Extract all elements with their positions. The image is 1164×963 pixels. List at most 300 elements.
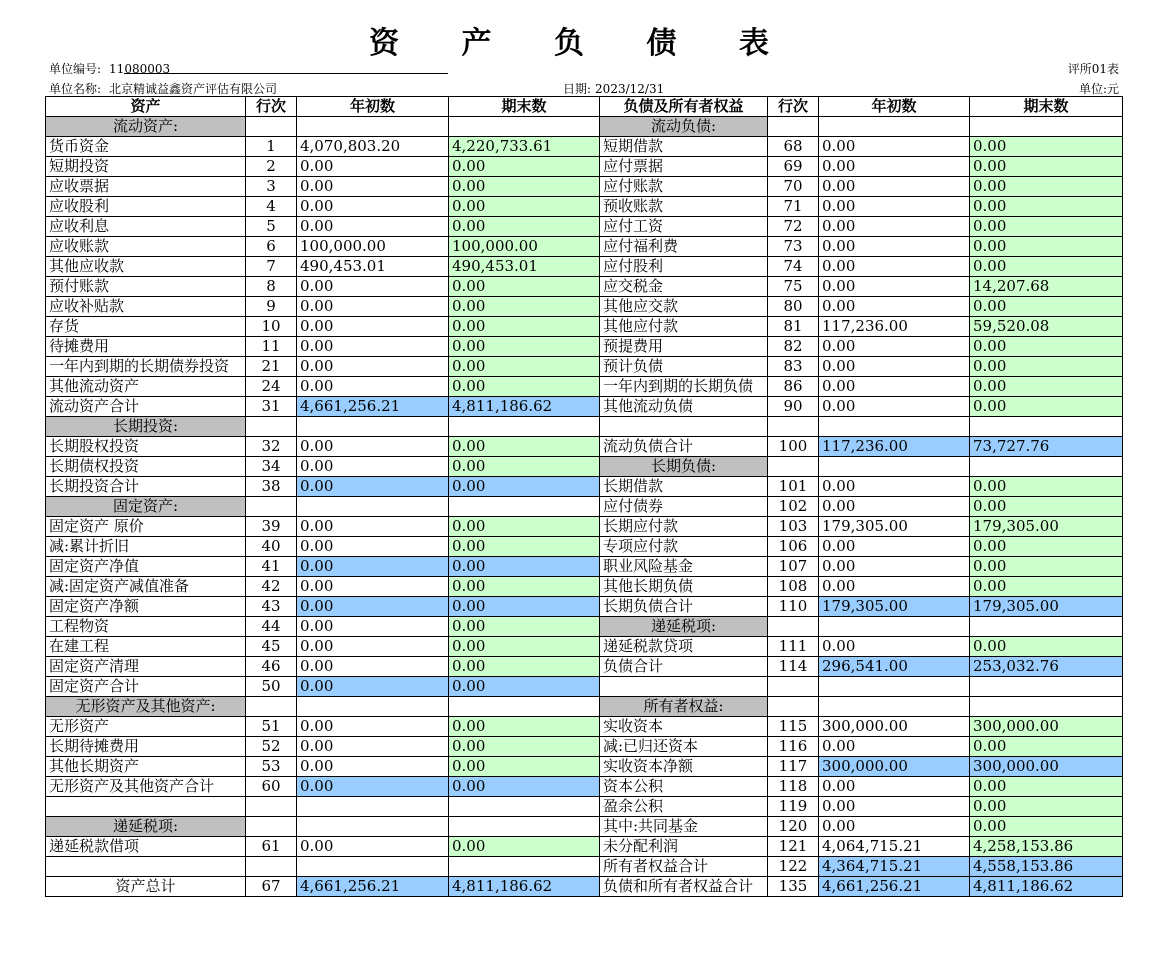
asset-name-cell: 其他长期资产 [46,757,246,777]
table-row [46,157,1123,177]
page-title: 资 产 负 债 表 [369,26,795,61]
table-row [46,577,1123,597]
asset-name-cell: 应收补贴款 [46,297,246,317]
liability-closing-cell: 0.00 [970,537,1123,557]
asset-line-no-cell: 2 [246,157,297,177]
liability-line-no-cell: 102 [768,497,819,517]
liability-name-cell: 递延税款贷项 [600,637,768,657]
liability-line-no-cell: 116 [768,737,819,757]
col-header-opening: 年初数 [819,97,970,117]
asset-line-no-cell: 53 [246,757,297,777]
asset-name-cell: 流动资产合计 [46,397,246,417]
liability-closing-cell [970,117,1123,137]
asset-name-cell: 递延税项: [46,817,246,837]
asset-opening-cell: 0.00 [297,317,449,337]
asset-opening-cell: 0.00 [297,757,449,777]
table-row [46,857,1123,877]
asset-closing-cell: 0.00 [449,677,600,697]
liability-name-cell: 流动负债: [600,117,768,137]
asset-line-no-cell: 43 [246,597,297,617]
table-row [46,817,1123,837]
asset-closing-cell: 0.00 [449,157,600,177]
table-row [46,397,1123,417]
table-row [46,517,1123,537]
table-row [46,657,1123,677]
asset-line-no-cell [246,797,297,817]
asset-opening-cell: 0.00 [297,517,449,537]
table-row [46,537,1123,557]
date-label: 日期: [563,82,592,96]
liability-opening-cell: 0.00 [819,557,970,577]
liability-name-cell: 一年内到期的长期负债 [600,377,768,397]
liability-name-cell: 长期负债合计 [600,597,768,617]
liability-name-cell: 应付工资 [600,217,768,237]
col-header-line-no: 行次 [768,97,819,117]
liability-opening-cell [819,117,970,137]
liability-line-no-cell: 73 [768,237,819,257]
liability-line-no-cell: 72 [768,217,819,237]
asset-name-cell: 递延税款借项 [46,837,246,857]
liability-line-no-cell: 135 [768,877,819,897]
liability-opening-cell: 0.00 [819,537,970,557]
asset-opening-cell: 0.00 [297,337,449,357]
asset-opening-cell [297,117,449,137]
asset-line-no-cell: 34 [246,457,297,477]
liability-opening-cell [819,677,970,697]
table-row [46,117,1123,137]
liability-closing-cell: 73,727.76 [970,437,1123,457]
table-row [46,697,1123,717]
asset-closing-cell [449,697,600,717]
asset-name-cell: 一年内到期的长期债券投资 [46,357,246,377]
col-header-closing: 期末数 [449,97,600,117]
asset-opening-cell: 0.00 [297,297,449,317]
liability-closing-cell: 0.00 [970,497,1123,517]
liability-name-cell: 长期借款 [600,477,768,497]
asset-closing-cell: 490,453.01 [449,257,600,277]
liability-line-no-cell: 115 [768,717,819,737]
liability-line-no-cell: 121 [768,837,819,857]
liability-name-cell: 盈余公积 [600,797,768,817]
liability-closing-cell [970,417,1123,437]
liability-name-cell: 负债和所有者权益合计 [600,877,768,897]
asset-opening-cell: 0.00 [297,737,449,757]
asset-closing-cell: 0.00 [449,277,600,297]
table-row [46,617,1123,637]
asset-line-no-cell: 60 [246,777,297,797]
asset-opening-cell: 0.00 [297,557,449,577]
liability-closing-cell [970,677,1123,697]
liability-line-no-cell: 71 [768,197,819,217]
liability-name-cell: 其他流动负债 [600,397,768,417]
liability-line-no-cell [768,457,819,477]
asset-name-cell: 短期投资 [46,157,246,177]
date-value: 2023/12/31 [595,82,665,96]
liability-opening-cell [819,617,970,637]
asset-closing-cell [449,497,600,517]
liability-line-no-cell: 69 [768,157,819,177]
header-row [46,97,1123,117]
asset-name-cell: 固定资产清理 [46,657,246,677]
liability-opening-cell: 179,305.00 [819,517,970,537]
asset-name-cell: 固定资产合计 [46,677,246,697]
liability-closing-cell: 0.00 [970,397,1123,417]
table-row [46,337,1123,357]
asset-name-cell: 资产总计 [46,877,246,897]
asset-name-cell: 固定资产净额 [46,597,246,617]
form-number: 评所01表 [1067,62,1119,76]
liability-name-cell: 长期应付款 [600,517,768,537]
asset-name-cell: 应收股利 [46,197,246,217]
asset-line-no-cell [246,817,297,837]
table-row [46,777,1123,797]
table-row [46,837,1123,857]
liability-opening-cell: 0.00 [819,397,970,417]
asset-line-no-cell: 44 [246,617,297,637]
liability-opening-cell: 0.00 [819,797,970,817]
liability-closing-cell: 300,000.00 [970,717,1123,737]
asset-name-cell: 固定资产 原价 [46,517,246,537]
asset-opening-cell [297,817,449,837]
asset-name-cell: 应收利息 [46,217,246,237]
asset-name-cell [46,797,246,817]
liability-line-no-cell: 107 [768,557,819,577]
col-header-liabilities-equity: 负债及所有者权益 [600,97,768,117]
asset-line-no-cell: 51 [246,717,297,737]
liability-closing-cell: 0.00 [970,577,1123,597]
table-row [46,437,1123,457]
liability-name-cell: 预提费用 [600,337,768,357]
table-row [46,597,1123,617]
liability-opening-cell: 0.00 [819,817,970,837]
asset-name-cell: 应收票据 [46,177,246,197]
liability-opening-cell: 117,236.00 [819,437,970,457]
asset-opening-cell: 0.00 [297,437,449,457]
asset-line-no-cell: 4 [246,197,297,217]
asset-opening-cell: 0.00 [297,637,449,657]
table-row [46,677,1123,697]
table-row [46,317,1123,337]
liability-closing-cell: 59,520.08 [970,317,1123,337]
asset-closing-cell: 0.00 [449,217,600,237]
table-row [46,197,1123,217]
liability-opening-cell: 0.00 [819,257,970,277]
asset-closing-cell: 0.00 [449,377,600,397]
liability-closing-cell: 0.00 [970,297,1123,317]
asset-opening-cell: 0.00 [297,357,449,377]
asset-line-no-cell [246,497,297,517]
asset-line-no-cell: 46 [246,657,297,677]
liability-closing-cell: 179,305.00 [970,597,1123,617]
asset-opening-cell: 0.00 [297,837,449,857]
asset-opening-cell [297,697,449,717]
liability-closing-cell: 0.00 [970,817,1123,837]
table-row [46,757,1123,777]
liability-name-cell: 其他长期负债 [600,577,768,597]
liability-line-no-cell: 108 [768,577,819,597]
asset-line-no-cell: 32 [246,437,297,457]
asset-name-cell: 应收账款 [46,237,246,257]
asset-name-cell: 其他流动资产 [46,377,246,397]
liability-closing-cell: 0.00 [970,357,1123,377]
asset-name-cell: 无形资产 [46,717,246,737]
unit-number-value: 11080003 [109,62,171,76]
table-row [46,137,1123,157]
liability-line-no-cell [768,417,819,437]
table-row [46,497,1123,517]
table-row [46,237,1123,257]
asset-opening-cell: 0.00 [297,537,449,557]
liability-closing-cell: 0.00 [970,777,1123,797]
liability-line-no-cell: 110 [768,597,819,617]
liability-opening-cell: 0.00 [819,497,970,517]
asset-opening-cell [297,797,449,817]
liability-name-cell: 实收资本净额 [600,757,768,777]
liability-opening-cell: 0.00 [819,637,970,657]
asset-closing-cell: 100,000.00 [449,237,600,257]
liability-opening-cell: 300,000.00 [819,717,970,737]
liability-line-no-cell: 111 [768,637,819,657]
liability-opening-cell [819,697,970,717]
asset-closing-cell: 0.00 [449,777,600,797]
table-row [46,277,1123,297]
asset-name-cell: 固定资产: [46,497,246,517]
asset-closing-cell: 0.00 [449,577,600,597]
asset-closing-cell: 0.00 [449,317,600,337]
liability-closing-cell: 0.00 [970,477,1123,497]
liability-opening-cell: 0.00 [819,297,970,317]
asset-opening-cell: 490,453.01 [297,257,449,277]
asset-closing-cell [449,117,600,137]
liability-line-no-cell: 106 [768,537,819,557]
liability-closing-cell: 0.00 [970,637,1123,657]
asset-closing-cell: 4,811,186.62 [449,397,600,417]
unit-number-label: 单位编号: [49,62,102,76]
liability-name-cell: 预收账款 [600,197,768,217]
liability-opening-cell: 300,000.00 [819,757,970,777]
col-header-closing: 期末数 [970,97,1123,117]
col-header-opening: 年初数 [297,97,449,117]
table-row [46,637,1123,657]
asset-line-no-cell: 67 [246,877,297,897]
asset-name-cell: 待摊费用 [46,337,246,357]
liability-name-cell: 应付票据 [600,157,768,177]
asset-opening-cell: 0.00 [297,457,449,477]
liability-line-no-cell: 100 [768,437,819,457]
table-row [46,357,1123,377]
asset-line-no-cell: 42 [246,577,297,597]
col-header-line-no: 行次 [246,97,297,117]
asset-name-cell: 长期投资合计 [46,477,246,497]
liability-opening-cell: 0.00 [819,577,970,597]
asset-opening-cell: 0.00 [297,597,449,617]
liability-name-cell: 负债合计 [600,657,768,677]
asset-line-no-cell: 41 [246,557,297,577]
asset-closing-cell [449,417,600,437]
asset-line-no-cell: 6 [246,237,297,257]
liability-closing-cell: 0.00 [970,157,1123,177]
liability-opening-cell: 4,064,715.21 [819,837,970,857]
asset-opening-cell: 0.00 [297,617,449,637]
table-row [46,797,1123,817]
asset-line-no-cell: 9 [246,297,297,317]
asset-closing-cell: 0.00 [449,737,600,757]
asset-opening-cell: 0.00 [297,477,449,497]
liability-opening-cell: 0.00 [819,357,970,377]
liability-closing-cell: 179,305.00 [970,517,1123,537]
liability-name-cell: 应付账款 [600,177,768,197]
asset-line-no-cell: 5 [246,217,297,237]
asset-opening-cell: 0.00 [297,677,449,697]
liability-closing-cell: 253,032.76 [970,657,1123,677]
liability-name-cell: 其他应付款 [600,317,768,337]
liability-closing-cell: 0.00 [970,337,1123,357]
asset-opening-cell [297,857,449,877]
liability-name-cell: 应交税金 [600,277,768,297]
table-row [46,717,1123,737]
liability-closing-cell: 4,811,186.62 [970,877,1123,897]
liability-line-no-cell: 75 [768,277,819,297]
liability-opening-cell: 0.00 [819,777,970,797]
liability-opening-cell: 0.00 [819,277,970,297]
liability-closing-cell: 0.00 [970,377,1123,397]
liability-closing-cell: 0.00 [970,237,1123,257]
liability-line-no-cell: 74 [768,257,819,277]
liability-opening-cell: 0.00 [819,237,970,257]
asset-name-cell: 长期待摊费用 [46,737,246,757]
liability-name-cell: 减:已归还资本 [600,737,768,757]
liability-opening-cell: 296,541.00 [819,657,970,677]
liability-opening-cell [819,417,970,437]
unit-name-value: 北京精诚益鑫资产评估有限公司 [109,82,278,96]
liability-name-cell [600,677,768,697]
liability-closing-cell: 0.00 [970,737,1123,757]
asset-closing-cell: 0.00 [449,617,600,637]
asset-line-no-cell [246,857,297,877]
liability-closing-cell [970,457,1123,477]
table-row [46,877,1123,897]
liability-name-cell: 实收资本 [600,717,768,737]
liability-opening-cell: 117,236.00 [819,317,970,337]
liability-name-cell: 预计负债 [600,357,768,377]
liability-closing-cell: 4,558,153.86 [970,857,1123,877]
asset-line-no-cell: 7 [246,257,297,277]
liability-opening-cell: 0.00 [819,137,970,157]
asset-opening-cell: 4,661,256.21 [297,877,449,897]
balance-sheet-table [45,96,1123,897]
liability-opening-cell: 0.00 [819,337,970,357]
liability-opening-cell: 0.00 [819,377,970,397]
asset-closing-cell: 0.00 [449,477,600,497]
asset-name-cell: 预付账款 [46,277,246,297]
liability-name-cell: 未分配利润 [600,837,768,857]
liability-line-no-cell: 122 [768,857,819,877]
asset-opening-cell: 0.00 [297,197,449,217]
unit-number-row [49,60,170,77]
liability-name-cell: 长期负债: [600,457,768,477]
asset-line-no-cell: 24 [246,377,297,397]
table-row [46,477,1123,497]
asset-closing-cell: 0.00 [449,197,600,217]
liability-line-no-cell [768,117,819,137]
asset-line-no-cell [246,417,297,437]
liability-closing-cell: 14,207.68 [970,277,1123,297]
liability-line-no-cell [768,617,819,637]
asset-closing-cell: 0.00 [449,657,600,677]
liability-closing-cell: 0.00 [970,177,1123,197]
asset-name-cell: 长期投资: [46,417,246,437]
asset-closing-cell: 4,220,733.61 [449,137,600,157]
asset-line-no-cell: 8 [246,277,297,297]
liability-line-no-cell: 70 [768,177,819,197]
liability-line-no-cell: 80 [768,297,819,317]
unit-number-underline [124,73,448,74]
asset-line-no-cell: 39 [246,517,297,537]
table-row [46,457,1123,477]
liability-closing-cell: 0.00 [970,197,1123,217]
liability-line-no-cell [768,697,819,717]
table-row [46,217,1123,237]
asset-opening-cell: 4,661,256.21 [297,397,449,417]
liability-name-cell: 职业风险基金 [600,557,768,577]
table-row [46,417,1123,437]
asset-line-no-cell: 21 [246,357,297,377]
asset-opening-cell: 0.00 [297,177,449,197]
liability-opening-cell: 4,661,256.21 [819,877,970,897]
liability-name-cell [600,417,768,437]
asset-closing-cell: 0.00 [449,757,600,777]
liability-name-cell: 所有者权益合计 [600,857,768,877]
asset-line-no-cell: 50 [246,677,297,697]
asset-opening-cell [297,417,449,437]
asset-line-no-cell: 11 [246,337,297,357]
liability-line-no-cell: 81 [768,317,819,337]
asset-opening-cell: 0.00 [297,657,449,677]
liability-line-no-cell: 83 [768,357,819,377]
liability-line-no-cell: 68 [768,137,819,157]
asset-line-no-cell: 52 [246,737,297,757]
liability-opening-cell: 0.00 [819,477,970,497]
asset-opening-cell: 0.00 [297,717,449,737]
report-date [563,80,664,97]
asset-closing-cell: 0.00 [449,177,600,197]
asset-opening-cell [297,497,449,517]
liability-opening-cell: 0.00 [819,737,970,757]
table-row [46,297,1123,317]
asset-name-cell: 固定资产净值 [46,557,246,577]
asset-opening-cell: 0.00 [297,577,449,597]
liability-name-cell: 应付福利费 [600,237,768,257]
asset-line-no-cell: 1 [246,137,297,157]
liability-line-no-cell: 90 [768,397,819,417]
asset-name-cell: 长期债权投资 [46,457,246,477]
liability-opening-cell: 0.00 [819,157,970,177]
asset-name-cell: 其他应收款 [46,257,246,277]
asset-closing-cell: 0.00 [449,297,600,317]
asset-closing-cell [449,857,600,877]
asset-opening-cell: 0.00 [297,277,449,297]
liability-closing-cell: 0.00 [970,797,1123,817]
asset-name-cell: 流动资产: [46,117,246,137]
col-header-assets: 资产 [46,97,246,117]
liability-closing-cell: 0.00 [970,257,1123,277]
liability-name-cell: 其他应交款 [600,297,768,317]
liability-closing-cell: 4,258,153.86 [970,837,1123,857]
asset-name-cell: 减:固定资产减值准备 [46,577,246,597]
asset-closing-cell: 0.00 [449,717,600,737]
asset-closing-cell: 0.00 [449,557,600,577]
asset-opening-cell: 0.00 [297,377,449,397]
